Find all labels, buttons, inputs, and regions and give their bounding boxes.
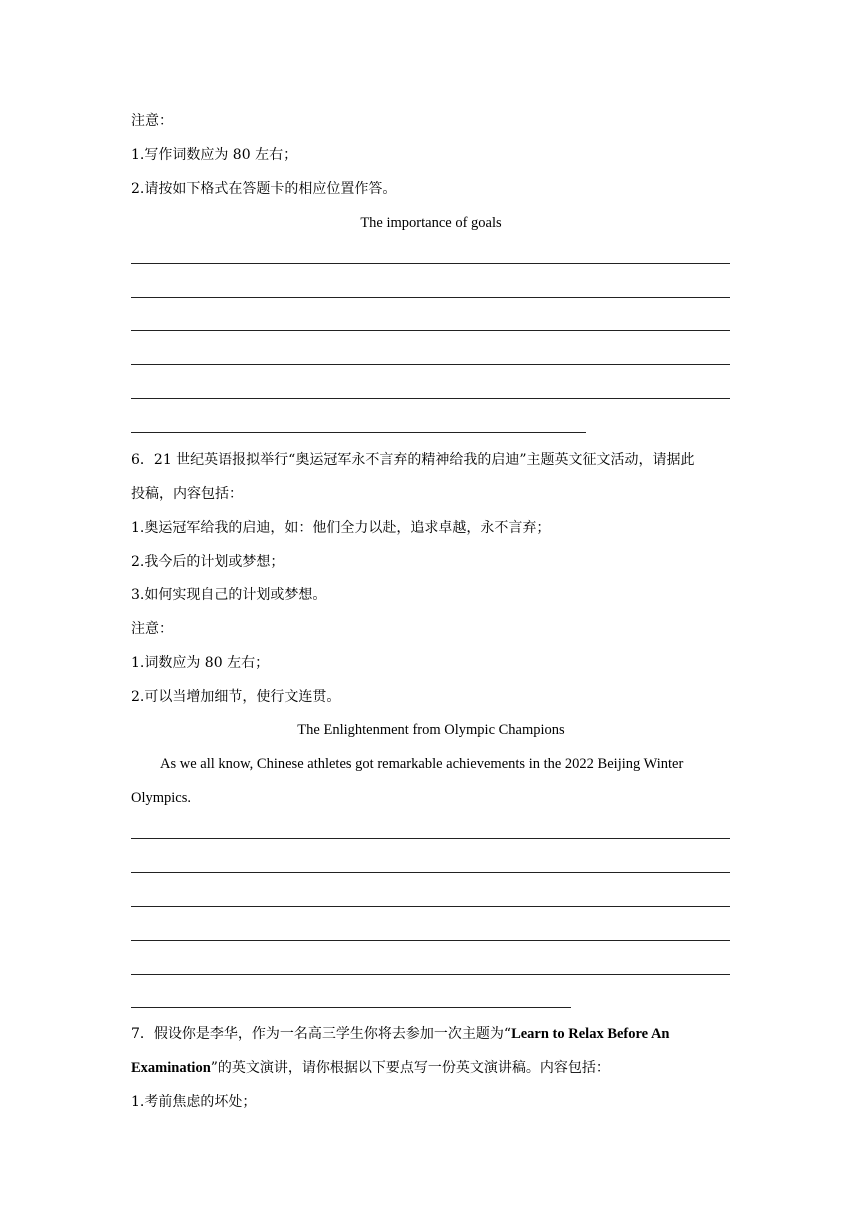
essay-title: The Enlightenment from Olympic Champions [297, 722, 565, 738]
answer-line[interactable] [131, 398, 730, 399]
essay-opening: As we all know, Chinese athletes got remarkable achievements in the 2022 Beijing Winter [160, 756, 684, 772]
answer-line[interactable] [131, 974, 730, 975]
note-label: 注意： [131, 113, 173, 129]
note-item-2: 2.可以当增加细节，使行文连贯。 [131, 689, 341, 705]
content-item-3: 3.如何实现自己的计划或梦想。 [131, 587, 327, 603]
question-7-suffix: ”的英文演讲，请你根据以下要点写一份英文演讲稿。内容包括： [210, 1060, 610, 1076]
note-label: 注意： [131, 621, 173, 637]
note-item-1: 1.写作词数应为 80 左右； [131, 147, 298, 163]
question-6-prompt: 6．21 世纪英语报拟举行“奥运冠军永不言弃的精神给我的启迪”主题英文征文活动，请据此 [131, 452, 695, 468]
note-item-2: 2.请按如下格式在答题卡的相应位置作答。 [131, 181, 397, 197]
speech-topic: Learn to Relax Before An [511, 1026, 670, 1042]
answer-line[interactable] [131, 906, 730, 907]
essay-opening-cont: Olympics. [131, 790, 192, 806]
answer-line[interactable] [131, 1007, 571, 1008]
content-item-1: 1.奥运冠军给我的启迪，如：他们全力以赴，追求卓越，永不言弃； [131, 520, 551, 536]
answer-line[interactable] [131, 872, 730, 873]
question-7-prompt [131, 1024, 731, 1044]
question-7-prompt-cont [131, 1058, 731, 1078]
question-7-prefix: 7．假设你是李华，作为一名高三学生你将去参加一次主题为“ [131, 1026, 512, 1042]
essay-title: The importance of goals [360, 215, 502, 231]
answer-line[interactable] [131, 364, 730, 365]
content-item-1: 1.考前焦虑的坏处； [131, 1094, 257, 1110]
answer-line[interactable] [131, 940, 730, 941]
answer-line[interactable] [131, 330, 730, 331]
answer-line[interactable] [131, 432, 586, 433]
speech-topic-cont: Examination [131, 1060, 211, 1076]
answer-line[interactable] [131, 263, 730, 264]
answer-line[interactable] [131, 297, 730, 298]
note-item-1: 1.词数应为 80 左右； [131, 655, 270, 671]
question-6-prompt-cont: 投稿，内容包括： [131, 486, 243, 502]
content-item-2: 2.我今后的计划或梦想； [131, 554, 285, 570]
answer-line[interactable] [131, 838, 730, 839]
